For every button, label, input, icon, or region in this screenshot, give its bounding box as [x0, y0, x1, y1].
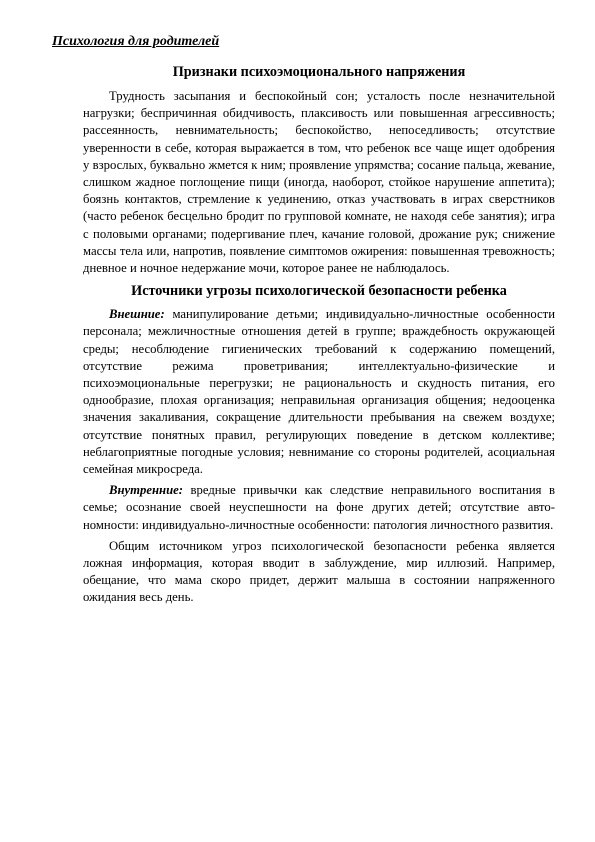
page-header: Психология для родителей: [52, 34, 220, 49]
internal-label: Внутренние:: [109, 483, 183, 498]
tension-signs-paragraph: Трудность засыпания и беспокойный сон; усталость после незначительной нагрузки; беспричинная обидчивость, плаксивость или повышенная агрессивность; рассеянность, невнимательность; беспокойство, непоседливость; отсутствие уверенности в себе, которая выражается в том, что ребенок все чаще ищет одобрения у взрослых, буквально жмется к ним; проявление упрямства; сосание пальца, жевание, слишком жадное поглощение пищи (иногда, наоборот, стойкое нарушение аппетита); боязнь контактов, стремление к уединению, отказ участвовать в играх сверстников (часто ребенок бесцельно бродит по групповой комнате, не находя себе занятия); игра с половыми органами; подергивание плеч, качание головой, дрожание рук; снижение массы тела или, напротив, появление симптомов ожирения: повышенная тревожность; дневное и ночное недержание мочи, которое ранее не наблюдалось.: [83, 89, 555, 276]
document-content: [83, 64, 555, 607]
internal-sources-paragraph: [83, 482, 555, 534]
section-title-threat-sources: Источники угрозы психологической безопасности ребенка: [131, 283, 507, 300]
external-label: Внешние:: [109, 307, 165, 322]
internal-text: вредные привычки как следствие неправильного воспитания в семье; осознание своей неуспешности на фоне других детей; отсутствие автономности: индивидуально-личностные особенности: патология личностного развития.: [83, 483, 555, 532]
external-text: манипулирование детьми; индивидуально-личностные особенности персонала; межличностные отношения детей в группе; враждебность окружающей среды; несоблюдение гигиенических требований к содержанию помещений, отсутствие режима проветривания; интеллектуально-физические и психоэмоциональные перегрузки; не рациональность и скудность питания, его однообразие, плохая организация; неправильная организация общения; недооценка значения закаливания, сокращение длительности пребывания на свежем воздухе; отсутствие понятных правил, регулирующих поведение в детском коллективе; неблагоприятные погодные условия; невнимание со стороны родителей, асоциальная семейная микросреда.: [83, 307, 555, 477]
external-sources-paragraph: [83, 306, 555, 478]
conclusion-paragraph: Общим источником угроз психологической безопасности ребенка является ложная информация, которая вводит в заблуждение, мир иллюзий. Например, обещание, что мама скоро придет, держит малыша в состоянии напряженного ожидания весь день.: [83, 538, 555, 605]
section-title-tension-signs: Признаки психоэмоционального напряжения: [172, 64, 466, 80]
